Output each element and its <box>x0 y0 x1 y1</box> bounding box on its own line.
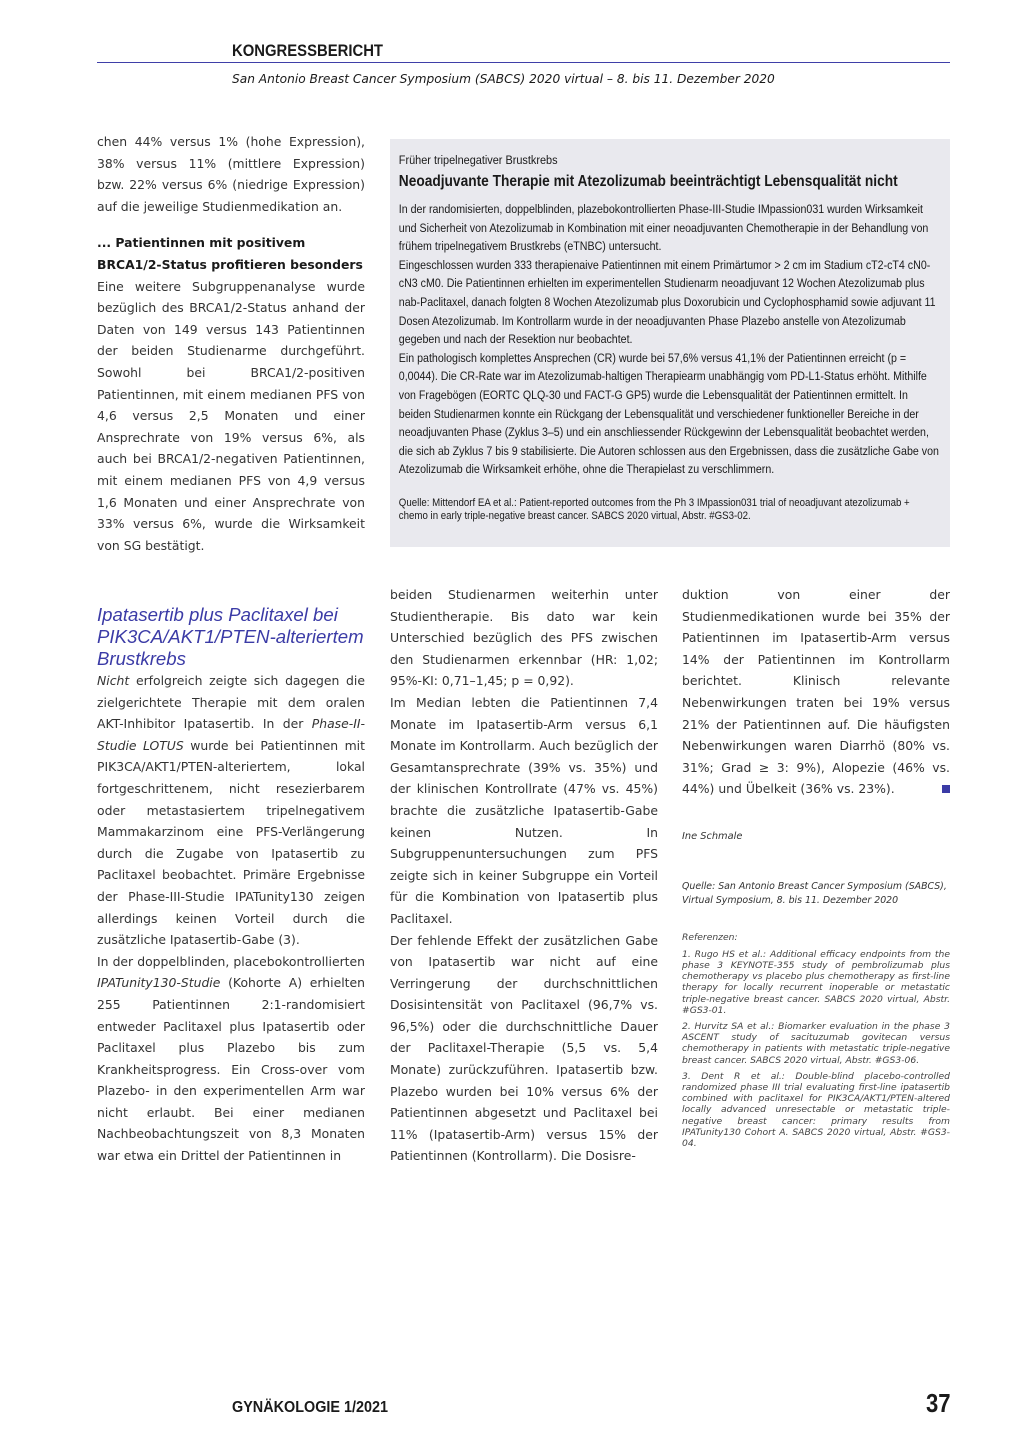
reference-item: 3. Dent R et al.: Double-blind placebo-controlled randomized phase III trial evaluating first-line ipatasertib combined with paclitaxel for PIK3CA/AKT1/PTEN-altered locally advanced unresectable or metastatic triple-negative breast cancer: primary results from IPATunity130 Cohort A. SABCS 2020 virtual, Abstr. #GS3-04. <box>682 1070 950 1149</box>
page-number: 37 <box>926 1388 951 1418</box>
paragraph-col3-1 <box>682 584 950 800</box>
references-heading: Referenzen: <box>682 931 738 943</box>
column-1-lower <box>97 670 365 1167</box>
column-2 <box>390 584 658 1167</box>
box-paragraph-1: In der randomisierten, doppelblinden, plazebokontrollierten Phase-III-Studie IMpassion031 wurden Wirksamkeit und Sicherheit von Atezolizumab in Kombination mit einer neoadjuvanten Chemotherapie in der Behandlung von frühem tripelnegativem Brustkrebs (eTNBC) untersucht. <box>398 202 929 254</box>
box-title: Neoadjuvante Therapie mit Atezolizumab beeinträchtigt Lebensqualität nicht <box>398 173 898 190</box>
paragraph-ipatunity <box>97 951 365 1167</box>
text-segment: (Kohorte A) erhielten 255 Patientinnen 2:1-randomisiert entweder Paclitaxel plus Ipatasertib oder Paclitaxel plus Plazebo bis zum Krankheitsprogress. Ein Cross-over vom Plazebo- in den experimentellen Arm war nicht erlaubt. Bei einer medianen Nachbeobachtungszeit von 8,3 Monaten war etwa ein Drittel der Patientinnen in <box>97 975 365 1164</box>
italic-ipatunity-study: IPATunity130-Studie <box>97 975 221 991</box>
paragraph-brca: Eine weitere Subgruppenanalyse wurde bezüglich des BRCA1/2-Status anhand der Daten von 149 versus 143 Patientinnen der beiden Studienarme durchgeführt. Sowohl bei BRCA1/2-positiven Patientinnen, mit einem medianen PFS von 4,6 versus 2,5 Monaten und einer Ansprechrate von 19% versus 6%, als auch bei BRCA1/2-negativen Patientinnen, mit einem medianen PFS von 4,9 versus 1,6 Monaten und einer Ansprechrate von 33% versus 6%, wurde die Wirksamkeit von SG bestätigt. <box>97 278 365 553</box>
column-3 <box>682 584 950 1154</box>
italic-nicht: Nicht <box>97 673 130 688</box>
paragraph-lotus <box>97 670 365 951</box>
box-label: Früher tripelnegativer Brustkrebs <box>398 153 558 167</box>
section-title: Ipatasertib plus Paclitaxel bei PIK3CA/AKT1/PTEN-alteriertem Brustkrebs <box>97 604 364 669</box>
header-subtitle: San Antonio Breast Cancer Symposium (SABCS) 2020 virtual – 8. bis 11. Dezember 2020 <box>232 72 775 86</box>
header-rule <box>97 62 950 63</box>
article-source: Quelle: San Antonio Breast Cancer Symposium (SABCS), Virtual Symposium, 8. bis 11. Dezember 2020 <box>682 880 947 906</box>
reference-item: 1. Rugo HS et al.: Additional efficacy endpoints from the phase 3 KEYNOTE-355 study of pembrolizumab plus chemotherapy vs placebo plus chemotherapy as first-line therapy for locally recurrent inoperable or metastatic triple-negative breast cancer. SABCS 2020 virtual, Abstr. #GS3-01. <box>682 948 950 1016</box>
paragraph-col2-1: beiden Studienarmen weiterhin unter Studientherapie. Bis dato war kein Unterschied bezüglich des PFS zwischen den Studienarmen erkennbar (HR: 1,02; 95%-KI: 0,71–1,45; p = 0,92). <box>390 587 658 689</box>
section-header: KONGRESSBERICHT <box>232 42 383 60</box>
journal-footer: GYNÄKOLOGIE 1/2021 <box>232 1399 389 1416</box>
box-paragraph-3: Ein pathologisch komplettes Ansprechen (CR) wurde bei 57,6% versus 41,1% der Patientinnen erreicht (p = 0,0044). Die CR-Rate war im Atezolizumab-haltigen Therapiearm unabhängig vom PD-L1-Status erhöht. Mithilfe von Fragebögen (EORTC QLQ-30 und FACT-G GP5) wurde die Lebensqualität der Patientinnen ermittelt. In beiden Studienarmen konnte ein Rückgang der Lebensqualität und verschiedener funktioneller Bereiche in der neoadjuvanten Phase (Zyklus 3–5) und ein anschliessender Rückgewinn der Lebensqualität beobachtet werden, die sich ab Zyklus 7 bis 9 stabilisierte. Die Autoren schlossen aus den Ergebnissen, dass die zusätzliche Gabe von Atezolizumab die Wirksamkeit erhöhe, ohne die Therapielast zu verschlimmern. <box>398 350 939 477</box>
references <box>682 932 950 1150</box>
text-segment: wurde bei Patientinnen mit PIK3CA/AKT1/PTEN-alteriertem, lokal fortgeschrittenem, nicht resezierbarem oder metastasiertem tripelnegativem Mammakarzinom eine PFS-Verlängerung durch die Zugabe von Ipatasertib zu Paclitaxel beobachtet. Primäre Ergebnisse der Phase-III-Studie IPATunity130 zeigen allerdings keinen Vorteil durch die zusätzliche Ipatasertib-Gabe (3). <box>97 737 365 948</box>
text-segment: In der doppelblinden, placebokontrollierten <box>97 953 365 969</box>
box-body <box>399 200 939 479</box>
italic-lotus-study: Phase-II-Studie LOTUS <box>97 716 365 753</box>
text-segment: duktion von einer der Studienmedikationen wurde bei 35% der Patientinnen im Ipatasertib-Arm versus 14% der Patientinnen im Kontrollarm berichtet. Klinisch relevante Nebenwirkungen traten bei 19% versus 21% der Patientinnen auf. Die häufigsten Nebenwirkungen waren Diarrhö (80% vs. 31%; Grad ≥ 3: 9%), Alopezie (46% vs. 44%) und Übelkeit (36% vs. 23%). <box>682 587 950 797</box>
reference-list <box>682 949 950 1149</box>
info-box <box>390 139 950 547</box>
paragraph-intro: chen 44% versus 1% (hohe Expression), 38% versus 11% (mittlere Expression) bzw. 22% versus 6% (niedrige Expression) auf die jeweilige Studienmedikation an. <box>97 134 365 214</box>
subheading-brca: ... Patientinnen mit positivem BRCA1/2-Status profitieren besonders <box>97 235 363 272</box>
box-paragraph-2: Eingeschlossen wurden 333 therapienaive Patientinnen mit einem Primärtumor > 2 cm im Stadium cT2-cT4 cN0-cN3 cM0. Die Patientinnen erhielten im experimentellen Studienarm neoadjuvant 12 Wochen Atezolizumab plus nab-Paclitaxel, danach folgten 8 Wochen Atezolizumab plus Doxorubicin und Cyclophosphamid sowie adjuvant 11 Dosen Atezolizumab. Im Kontrollarm wurde in der neoadjuvanten Phase Plazebo anstelle von Atezolizumab gegeben und nach der Resektion nur beobachtet. <box>398 257 936 347</box>
box-source: Quelle: Mittendorf EA et al.: Patient-reported outcomes from the Ph 3 IMpassion031 trial of neoadjuvant atezolizumab + chemo in early triple-negative breast cancer. SABCS 2020 virtual, Abstr. #GS3-02. <box>398 496 910 522</box>
end-square-icon <box>942 785 950 793</box>
text-segment: erfolgreich zeigte sich dagegen die zielgerichtete Therapie mit dem oralen AKT-Inhibitor Ipatasertib. In der <box>97 673 365 732</box>
column-1-upper <box>97 131 365 556</box>
paragraph-col2-3: Der fehlende Effekt der zusätzlichen Gabe von Ipatasertib war nicht auf eine Verringerung der durchschnittlichen Dosisintensität von Paclitaxel (96,7% vs. 96,5%) oder die durchschnittliche Dauer der Paclitaxel-Therapie (5,5 vs. 5,4 Monate) zurückzuführen. Ipatasertib bzw. Plazebo wurden bei 10% versus 6% der Patientinnen abgesetzt und Paclitaxel bei 11% (Ipatasertib-Arm) versus 15% der Patientinnen (Kontrollarm). Die Dosisre- <box>390 932 658 1164</box>
author-name: Ine Schmale <box>682 830 743 842</box>
reference-item: 2. Hurvitz SA et al.: Biomarker evaluation in the phase 3 ASCENT study of sacituzumab govitecan versus chemotherapy in patients with metastatic triple-negative breast cancer. SABCS 2020 virtual, Abstr. #GS3-06. <box>682 1020 950 1066</box>
paragraph-col2-2: Im Median lebten die Patientinnen 7,4 Monate im Ipatasertib-Arm versus 6,1 Monate im Kontrollarm. Auch bezüglich der Gesamtansprechrate (39% vs. 35%) und der klinischen Kontrollrate (47% vs. 45%) brachte die zusätzliche Ipatasertib-Gabe keinen Nutzen. In Subgruppenuntersuchungen zum PFS zeigte sich in keiner Subgruppe ein Vorteil für die Kombination von Ipatasertib plus Paclitaxel. <box>390 694 658 926</box>
